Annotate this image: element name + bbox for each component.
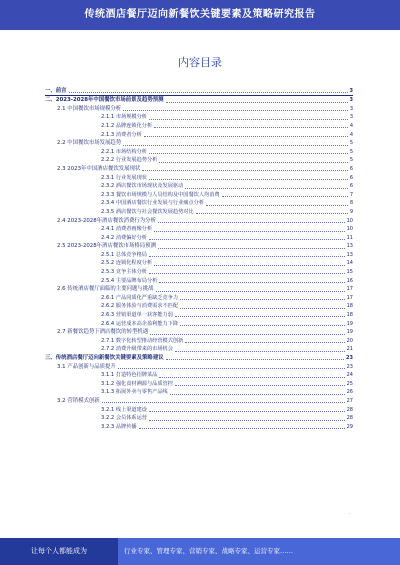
toc-entry[interactable] — [45, 328, 353, 337]
toc-leader-dots — [149, 179, 348, 180]
toc-entry-label: 2.6.4 运营成本高企盈利能力下降 — [101, 320, 179, 327]
toc-entry[interactable] — [45, 121, 353, 130]
toc-entry-page: 6 — [349, 165, 353, 172]
toc-entry-page: 3 — [349, 114, 353, 121]
footer-slogan-right: 行业专家、管理专家、营销专家、战略专家、运营专家…… — [118, 538, 400, 565]
toc-entry[interactable] — [45, 156, 353, 165]
toc-leader-dots — [149, 239, 345, 240]
toc-entry-page: 23 — [346, 363, 353, 370]
toc-leader-dots — [159, 377, 344, 378]
toc-entry-page: 23 — [346, 355, 353, 361]
toc-entry-page: 13 — [346, 243, 353, 250]
toc-entry-label: 3.1 产品创新与品质提升 — [57, 363, 116, 370]
toc-entry-label: 2.7.1 数字化转型推动经营模式创新 — [101, 337, 184, 344]
toc-entry-label: 一、前言 — [45, 87, 67, 94]
toc-entry[interactable] — [45, 207, 353, 216]
footer-slogan-left: 让每个人都能成为 — [0, 538, 118, 565]
toc-entry-page: 10 — [346, 226, 353, 233]
toc-entry-page: 20 — [346, 337, 353, 344]
report-title-banner: 传统酒店餐厅迈向新餐饮关键要素及策略研究报告 — [0, 0, 400, 30]
toc-entry[interactable] — [45, 414, 353, 423]
toc-leader-dots — [196, 213, 348, 214]
toc-entry-label: 2.3.2 酒店餐饮市场现状及发展驱动 — [101, 183, 184, 190]
toc-entry[interactable] — [45, 216, 353, 225]
toc-entry-label: 2.5 2023-2028年酒店餐饮市场格局预测 — [57, 243, 156, 250]
toc-leader-dots — [149, 256, 345, 257]
toc-entry-label: 2.6.1 产品同质化严重缺乏竞争力 — [101, 294, 179, 301]
toc-entry-page: 5 — [349, 148, 353, 155]
toc-leader-dots — [154, 231, 344, 232]
toc-entry-label: 2.6 传统酒店餐厅面临的主要问题与挑战 — [57, 286, 154, 293]
toc-entry-page: 25 — [346, 380, 353, 387]
toc-entry[interactable] — [45, 113, 353, 122]
toc-entry[interactable] — [45, 285, 353, 294]
toc-entry-label: 3.2.3 品牌传播 — [101, 423, 137, 430]
toc-entry-page: 3 — [349, 87, 353, 94]
toc-entry-label: 2.4 2023-2028年酒店餐饮消费行为分析 — [57, 217, 156, 224]
toc-leader-dots — [154, 265, 344, 266]
toc-entry-label: 2.7 新餐饮趋势下酒店餐饮的转型机遇 — [57, 329, 149, 336]
toc-leader-dots — [142, 170, 348, 171]
toc-entry-page: 15 — [346, 269, 353, 276]
toc-entry-page: 19 — [346, 320, 353, 327]
toc-entry[interactable] — [45, 242, 353, 251]
toc-entry-page: 28 — [346, 415, 353, 422]
toc-entry-label: 2.7.2 消费升级带来的市场机会 — [101, 346, 173, 353]
toc-leader-dots — [206, 205, 348, 206]
toc-leader-dots — [118, 368, 345, 369]
toc-entry-label: 2.6.2 服务体验与消费需求不匹配 — [101, 303, 179, 310]
toc-leader-dots — [159, 162, 347, 163]
toc-entry-page: 16 — [346, 277, 353, 284]
toc-entry-page: 4 — [349, 131, 353, 138]
toc-entry[interactable] — [45, 130, 353, 139]
toc-entry-label: 2.1.3 消费者分析 — [101, 131, 142, 138]
toc-entry-label: 2.2.1 市场结构分析 — [101, 148, 147, 155]
toc-leader-dots — [154, 127, 348, 128]
toc-leader-dots — [170, 394, 345, 395]
toc-entry[interactable] — [45, 336, 353, 345]
toc-entry-page: 11 — [346, 234, 353, 241]
toc-entry-label: 2.5.3 竞争主体分析 — [101, 269, 147, 276]
toc-entry-label: 2.4.1 消费者画像分析 — [101, 226, 153, 233]
toc-leader-dots — [185, 188, 348, 189]
toc-entry-page: 13 — [346, 251, 353, 258]
toc-entry-page: 5 — [349, 140, 353, 147]
toc-entry[interactable] — [45, 173, 353, 182]
toc-leader-dots — [222, 196, 348, 197]
toc-entry[interactable] — [45, 147, 353, 156]
toc-leader-dots — [149, 411, 345, 412]
toc-title: 内容目录 — [178, 56, 222, 69]
toc-entry-label: 2.1 中国餐饮市场规模分析 — [57, 105, 122, 112]
toc-entry[interactable] — [45, 199, 353, 208]
toc-leader-dots — [166, 102, 348, 103]
toc-entry[interactable] — [45, 319, 353, 328]
toc-leader-dots — [139, 428, 345, 429]
page-marker: · — [349, 511, 351, 517]
toc-leader-dots — [158, 248, 345, 249]
toc-entry-label: 2.3 2023年中国酒店餐饮发展现状 — [57, 165, 141, 172]
toc-leader-dots — [166, 359, 344, 360]
toc-entry-page: 17 — [346, 294, 353, 301]
toc-entry[interactable] — [45, 371, 353, 380]
toc-entry-label: 3.2.1 线上渠道建设 — [101, 406, 147, 413]
toc-entry-page: 7 — [349, 191, 353, 198]
toc-entry[interactable] — [45, 96, 353, 105]
toc-entry[interactable] — [45, 422, 353, 431]
toc-entry-page: 6 — [349, 174, 353, 181]
toc-entry-label: 3.1.1 打造特色招牌菜品 — [101, 372, 158, 379]
toc-entry-label: 2.3.5 酒店餐饮与社会餐饮发展趋势对比 — [101, 208, 194, 215]
toc-entry[interactable] — [45, 250, 353, 259]
toc-leader-dots — [69, 92, 348, 93]
toc-entry-page: 24 — [346, 372, 353, 379]
toc-entry[interactable] — [45, 190, 353, 199]
toc-leader-dots — [185, 342, 344, 343]
toc-entry[interactable] — [45, 353, 353, 362]
toc-entry[interactable] — [45, 267, 353, 276]
toc-entry-page: 10 — [346, 217, 353, 224]
toc-entry[interactable] — [45, 104, 353, 113]
toc-leader-dots — [144, 136, 348, 137]
toc-entry-page: 8 — [349, 200, 353, 207]
toc-entry[interactable] — [45, 139, 353, 148]
toc-entry-label: 2.5.1 总体竞争格局 — [101, 251, 147, 258]
toc-leader-dots — [149, 420, 345, 421]
toc-leader-dots — [175, 385, 345, 386]
toc-entry[interactable] — [45, 345, 353, 354]
toc-leader-dots — [102, 402, 345, 403]
toc-entry[interactable] — [45, 233, 353, 242]
toc-entry-page: 14 — [346, 260, 353, 267]
toc-entry-label: 2.5.2 连锁化程度分析 — [101, 260, 153, 267]
toc-leader-dots — [180, 299, 345, 300]
toc-entry[interactable] — [45, 396, 353, 405]
toc-entry-label: 3.1.3 拓展外卖与零售产品线 — [101, 389, 168, 396]
toc-leader-dots — [175, 316, 345, 317]
toc-entry-page: 18 — [346, 312, 353, 319]
toc-leader-dots — [156, 291, 345, 292]
toc-entry[interactable] — [45, 379, 353, 388]
toc-entry-label: 2.3.3 餐饮市场规模与人员结构及中国餐饮人均消费 — [101, 191, 220, 198]
toc-entry-label: 2.3.1 行业发展现状 — [101, 174, 147, 181]
toc-entry[interactable] — [45, 259, 353, 268]
toc-entry[interactable] — [45, 182, 353, 191]
toc-entry-label: 3.1.2 强化食材溯源与品质管控 — [101, 380, 173, 387]
toc-entry-label: 2.1.1 市场规模分析 — [101, 114, 147, 121]
toc-entry-label: 2.4.2 消费偏好分析 — [101, 234, 147, 241]
toc-leader-dots — [123, 110, 348, 111]
toc-entry[interactable] — [45, 302, 353, 311]
toc-entry-label: 2.3.4 中国酒店餐饮行业发展与行业痛点分析 — [101, 200, 205, 207]
toc-entry-page: 29 — [346, 423, 353, 430]
toc-entry-label: 三、传统酒店餐厅迈向新餐饮关键要素及策略建议 — [45, 355, 164, 361]
toc-entry-page: 3 — [349, 97, 353, 104]
toc-leader-dots — [150, 334, 344, 335]
toc-leader-dots — [159, 282, 344, 283]
toc-entry-page: 6 — [349, 183, 353, 190]
toc-entry-label: 2.2.2 行业发展趋势分析 — [101, 157, 158, 164]
toc-entry[interactable] — [45, 405, 353, 414]
toc-entry-page: 19 — [346, 329, 353, 336]
table-of-contents — [45, 86, 353, 431]
toc-entry-label: 2.6.3 营销渠道单一获客能力弱 — [101, 312, 173, 319]
toc-leader-dots — [158, 222, 345, 223]
toc-entry-label: 二、2023-2028年中国餐饮市场前景及趋势预测 — [45, 97, 164, 104]
toc-leader-dots — [149, 153, 348, 154]
toc-entry[interactable] — [45, 310, 353, 319]
toc-entry-label: 3.2 营销模式创新 — [57, 397, 100, 404]
toc-entry-page: 28 — [346, 406, 353, 413]
toc-entry-label: 2.5.4 主要品牌布局分析 — [101, 277, 158, 284]
toc-leader-dots — [180, 325, 345, 326]
toc-entry-page: 5 — [349, 157, 353, 164]
toc-entry-page: 21 — [346, 346, 353, 353]
toc-entry-page: 18 — [346, 303, 353, 310]
toc-entry[interactable] — [45, 388, 353, 397]
toc-leader-dots — [180, 308, 345, 309]
toc-leader-dots — [149, 119, 348, 120]
toc-entry[interactable] — [45, 86, 353, 96]
toc-entry-page: 27 — [346, 397, 353, 404]
toc-entry[interactable] — [45, 225, 353, 234]
toc-entry[interactable] — [45, 362, 353, 371]
toc-entry[interactable] — [45, 293, 353, 302]
toc-entry[interactable] — [45, 276, 353, 285]
toc-entry-page: 17 — [346, 286, 353, 293]
toc-entry-page: 26 — [346, 389, 353, 396]
toc-leader-dots — [175, 351, 345, 352]
toc-entry[interactable] — [45, 164, 353, 173]
toc-entry-page: 9 — [349, 208, 353, 215]
toc-entry-label: 3.2.2 会员体系运营 — [101, 415, 147, 422]
toc-leader-dots — [123, 145, 348, 146]
toc-entry-label: 2.2 中国餐饮市场发展趋势 — [57, 140, 122, 147]
toc-entry-page: 4 — [349, 122, 353, 129]
toc-leader-dots — [149, 273, 345, 274]
toc-entry-label: 2.1.2 品牌连锁化分析 — [101, 122, 153, 129]
toc-entry-page: 3 — [349, 105, 353, 112]
footer-bar — [0, 538, 400, 565]
